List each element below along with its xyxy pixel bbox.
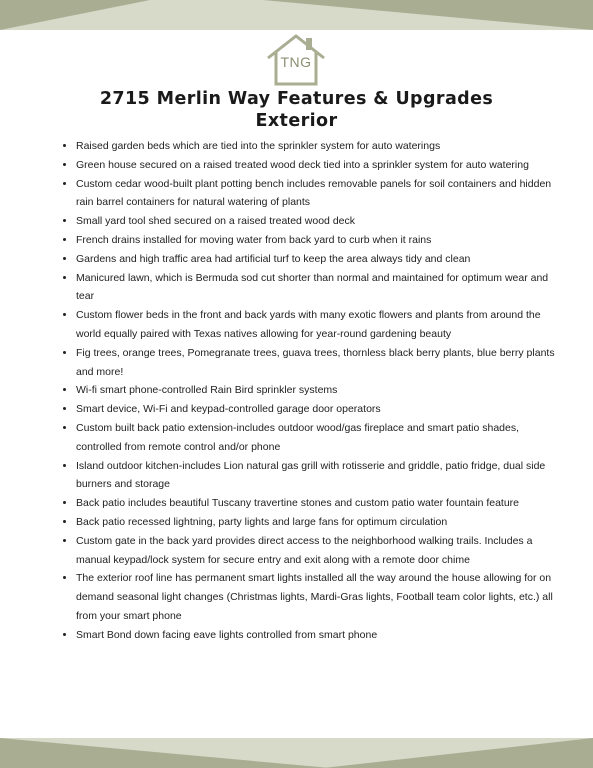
top-right-accent xyxy=(263,0,593,30)
list-item: • Raised garden beds which are tied into the sprinkler system for auto waterings xyxy=(76,137,556,156)
list-item: • Smart Bond down facing eave lights controlled from smart phone xyxy=(76,626,556,645)
list-item: • Custom built back patio extension-includes outdoor wood/gas fireplace and smart patio shades, controlled from remote control and/or phone xyxy=(76,419,556,457)
bottom-left-accent xyxy=(0,738,330,768)
top-left-accent xyxy=(0,0,150,30)
list-item: • Green house secured on a raised treated wood deck tied into a sprinkler system for auto watering xyxy=(76,156,556,175)
list-item: • Custom gate in the back yard provides direct access to the neighborhood walking trails. Includes a manual keypad/lock system for secure entry and exit along with a remote door chime xyxy=(76,532,556,570)
list-item: • Small yard tool shed secured on a raised treated wood deck xyxy=(76,212,556,231)
title-line: 2715 Merlin Way Features & Upgrades xyxy=(99,89,494,109)
feature-list xyxy=(58,137,556,645)
bottom-right-accent xyxy=(323,738,593,768)
page-title xyxy=(0,88,593,132)
section-heading: Exterior xyxy=(255,111,338,131)
list-item: • The exterior roof line has permanent smart lights installed all the way around the house allowing for on demand seasonal light changes (Christmas lights, Mardi-Gras lights, Football team color lights, etc.) all from your smart phone xyxy=(76,569,556,625)
list-item: • Custom flower beds in the front and back yards with many exotic flowers and plants from around the world equally paired with Texas natives allowing for year-round gardening beauty xyxy=(76,306,556,344)
list-item: • Fig trees, orange trees, Pomegranate trees, guava trees, thornless black berry plants, blue berry plants and more! xyxy=(76,344,556,382)
list-item: • Island outdoor kitchen-includes Lion natural gas grill with rotisserie and griddle, patio fridge, dual side burners and storage xyxy=(76,457,556,495)
list-item: • Wi-fi smart phone-controlled Rain Bird sprinkler systems xyxy=(76,381,556,400)
list-item: • Back patio recessed lightning, party lights and large fans for optimum circulation xyxy=(76,513,556,532)
list-item: • Gardens and high traffic area had artificial turf to keep the area always tidy and clean xyxy=(76,250,556,269)
tng-logo xyxy=(264,34,328,90)
list-item: • French drains installed for moving water from back yard to curb when it rains xyxy=(76,231,556,250)
list-item: • Manicured lawn, which is Bermuda sod cut shorter than normal and maintained for optimum wear and tear xyxy=(76,269,556,307)
list-item: • Custom cedar wood-built plant potting bench includes removable panels for soil containers and hidden rain barrel containers for natural watering of plants xyxy=(76,175,556,213)
list-item: • Back patio includes beautiful Tuscany travertine stones and custom patio water fountain feature xyxy=(76,494,556,513)
list-item: • Smart device, Wi-Fi and keypad-controlled garage door operators xyxy=(76,400,556,419)
logo-text: TNG xyxy=(280,54,312,70)
